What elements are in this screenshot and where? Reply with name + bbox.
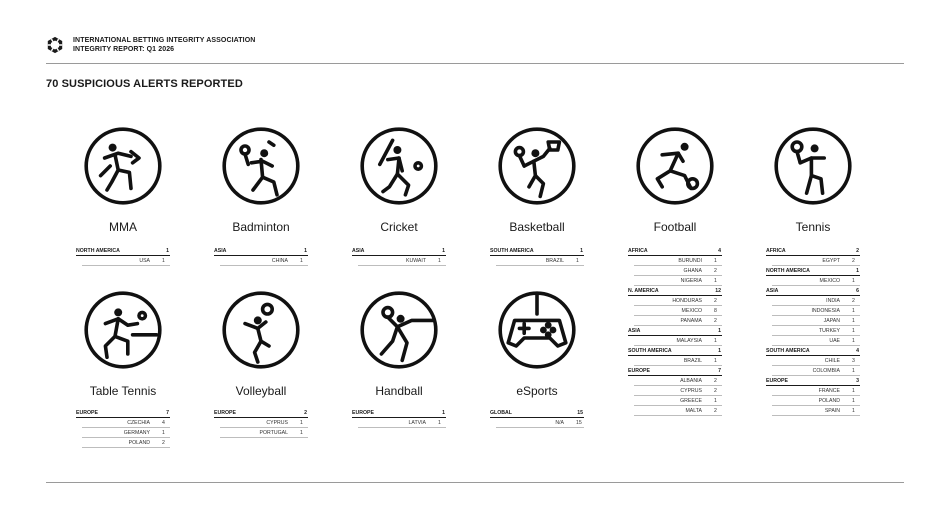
badminton-icon [221,126,301,206]
country-row [82,438,170,448]
country-name: TURKEY [818,328,840,334]
country-count: 2 [852,258,855,264]
country-count: 1 [300,420,303,426]
alerts-headline: 70 SUSPICIOUS ALERTS REPORTED [46,78,243,90]
country-count: 1 [714,358,717,364]
alerts-table [352,246,446,266]
region-count: 1 [442,410,445,416]
region-count: 7 [166,410,169,416]
country-count: 1 [300,258,303,264]
region-count: 1 [580,248,583,254]
country-name: CHINA [271,258,288,264]
country-row [634,396,722,406]
region-count: 1 [304,248,307,254]
country-name: MEXICO [681,308,702,314]
country-count: 2 [714,388,717,394]
country-row [82,418,170,428]
country-row [772,316,860,326]
country-name: MALTA [685,408,702,414]
alerts-table [490,408,584,428]
country-row [772,366,860,376]
region-row [214,246,308,256]
region-row [628,366,722,376]
country-name: CZECHIA [127,420,150,426]
country-count: 1 [852,398,855,404]
region-count: 1 [166,248,169,254]
region-row [490,408,584,418]
country-row [634,406,722,416]
region-row [766,286,860,296]
country-count: 1 [714,338,717,344]
country-name: JAPAN [823,318,840,324]
region-name: SOUTH AMERICA [628,348,672,354]
alerts-table [76,246,170,266]
region-count: 6 [856,288,859,294]
country-row [220,418,308,428]
handball-icon [359,290,439,370]
region-row [766,376,860,386]
country-row [772,306,860,316]
region-count: 12 [715,288,721,294]
country-count: 2 [714,298,717,304]
country-name: ALBANIA [680,378,702,384]
country-count: 1 [852,388,855,394]
country-row [772,326,860,336]
region-name: NORTH AMERICA [76,248,120,254]
country-row [634,316,722,326]
region-row [766,246,860,256]
country-row [634,376,722,386]
country-name: LATVIA [408,420,426,426]
cricket-icon [359,126,439,206]
country-count: 2 [714,378,717,384]
country-count: 1 [852,278,855,284]
basketball-icon [497,126,577,206]
region-name: ASIA [214,248,227,254]
region-row [214,408,308,418]
country-name: POLAND [128,440,150,446]
region-row [76,408,170,418]
country-name: CYPRUS [680,388,702,394]
country-count: 1 [852,308,855,314]
country-name: INDIA [826,298,840,304]
region-count: 15 [577,410,583,416]
sport-name: Table Tennis [89,384,157,398]
organization-name [73,36,255,54]
country-name: UAE [829,338,840,344]
country-name: KUWAIT [406,258,426,264]
country-row [772,396,860,406]
country-row [220,428,308,438]
country-name: CHILE [824,358,840,364]
country-row [634,356,722,366]
sport-name: MMA [109,220,137,234]
country-count: 1 [714,278,717,284]
alerts-table [628,246,722,416]
region-row [628,346,722,356]
country-row [772,336,860,346]
region-count: 1 [718,328,721,334]
country-count: 1 [300,430,303,436]
footer-divider [46,482,904,483]
report-period: INTEGRITY REPORT: Q1 2026 [73,46,175,53]
region-count: 1 [856,268,859,274]
alerts-table [214,408,308,438]
country-name: N/A [555,420,564,426]
country-row [772,386,860,396]
esports-icon [497,290,577,370]
country-row [772,276,860,286]
region-count: 2 [304,410,307,416]
country-row [634,296,722,306]
sport-name: eSports [516,384,558,398]
country-name: SPAIN [824,408,840,414]
sport-name: Tennis [795,220,831,234]
country-count: 2 [714,268,717,274]
organization-title: INTERNATIONAL BETTING INTEGRITY ASSOCIATION [73,37,256,44]
country-name: PORTUGAL [259,430,288,436]
sport-name: Badminton [232,220,290,234]
country-name: CYPRUS [266,420,288,426]
region-name: AFRICA [628,248,648,254]
country-row [634,386,722,396]
country-row [772,356,860,366]
country-count: 1 [162,430,165,436]
region-name: EUROPE [352,410,374,416]
header-divider [46,63,904,64]
sport-name: Handball [375,384,423,398]
region-row [766,346,860,356]
region-row [76,246,170,256]
country-count: 1 [852,328,855,334]
region-name: SOUTH AMERICA [490,248,534,254]
alerts-table [352,408,446,428]
country-row [634,336,722,346]
country-name: COLOMBIA [812,368,840,374]
country-row [634,306,722,316]
alerts-table [490,246,584,266]
country-row [634,256,722,266]
association-logo-icon [46,36,64,54]
country-name: USA [139,258,150,264]
country-name: MEXICO [819,278,840,284]
region-row [628,286,722,296]
country-count: 2 [714,408,717,414]
country-name: EGYPT [822,258,840,264]
country-count: 1 [852,318,855,324]
country-row [496,256,584,266]
region-count: 3 [856,378,859,384]
region-count: 2 [856,248,859,254]
alerts-table [214,246,308,266]
country-row [772,256,860,266]
report-header [46,36,255,54]
country-count: 1 [852,338,855,344]
region-count: 1 [442,248,445,254]
region-row [352,408,446,418]
region-count: 4 [856,348,859,354]
country-name: BRAZIL [683,358,702,364]
country-name: GERMANY [123,430,150,436]
region-count: 4 [718,248,721,254]
region-name: EUROPE [76,410,98,416]
country-count: 2 [714,318,717,324]
country-row [634,266,722,276]
country-count: 3 [852,358,855,364]
country-count: 1 [438,258,441,264]
country-name: BRAZIL [545,258,564,264]
country-name: PANAMA [680,318,702,324]
region-count: 1 [718,348,721,354]
country-row [358,256,446,266]
country-count: 1 [714,398,717,404]
country-row [772,406,860,416]
country-name: GREECE [680,398,702,404]
region-name: ASIA [628,328,641,334]
region-name: ASIA [352,248,365,254]
region-name: EUROPE [214,410,236,416]
sport-name: Cricket [380,220,418,234]
country-name: BURUNDI [678,258,702,264]
region-name: SOUTH AMERICA [766,348,810,354]
sport-name: Basketball [509,220,565,234]
alerts-table [76,408,170,448]
region-name: NORTH AMERICA [766,268,810,274]
mma-icon [83,126,163,206]
region-name: EUROPE [766,378,788,384]
country-name: FRANCE [818,388,840,394]
sport-name: Football [653,220,697,234]
country-count: 15 [576,420,582,426]
country-row [496,418,584,428]
country-count: 2 [162,440,165,446]
region-row [628,246,722,256]
volleyball-icon [221,290,301,370]
country-name: INDONESIA [811,308,840,314]
tennis-icon [773,126,853,206]
region-name: EUROPE [628,368,650,374]
region-row [628,326,722,336]
country-count: 4 [162,420,165,426]
region-count: 7 [718,368,721,374]
region-name: N. AMERICA [628,288,659,294]
football-icon [635,126,715,206]
region-row [766,266,860,276]
country-row [220,256,308,266]
country-count: 1 [576,258,579,264]
country-count: 1 [852,408,855,414]
region-name: ASIA [766,288,779,294]
country-count: 8 [714,308,717,314]
country-name: MALAYSIA [676,338,702,344]
country-name: NIGERIA [680,278,702,284]
country-name: POLAND [818,398,840,404]
region-name: GLOBAL [490,410,512,416]
country-row [82,256,170,266]
region-row [352,246,446,256]
country-name: HONDURAS [672,298,702,304]
country-row [634,276,722,286]
country-count: 1 [438,420,441,426]
country-count: 2 [852,298,855,304]
country-count: 1 [714,258,717,264]
country-row [772,296,860,306]
country-count: 1 [162,258,165,264]
region-name: AFRICA [766,248,786,254]
country-row [358,418,446,428]
country-name: GHANA [683,268,702,274]
country-count: 1 [852,368,855,374]
country-row [82,428,170,438]
alerts-table [766,246,860,416]
sport-name: Volleyball [235,384,287,398]
region-row [490,246,584,256]
table-tennis-icon [83,290,163,370]
